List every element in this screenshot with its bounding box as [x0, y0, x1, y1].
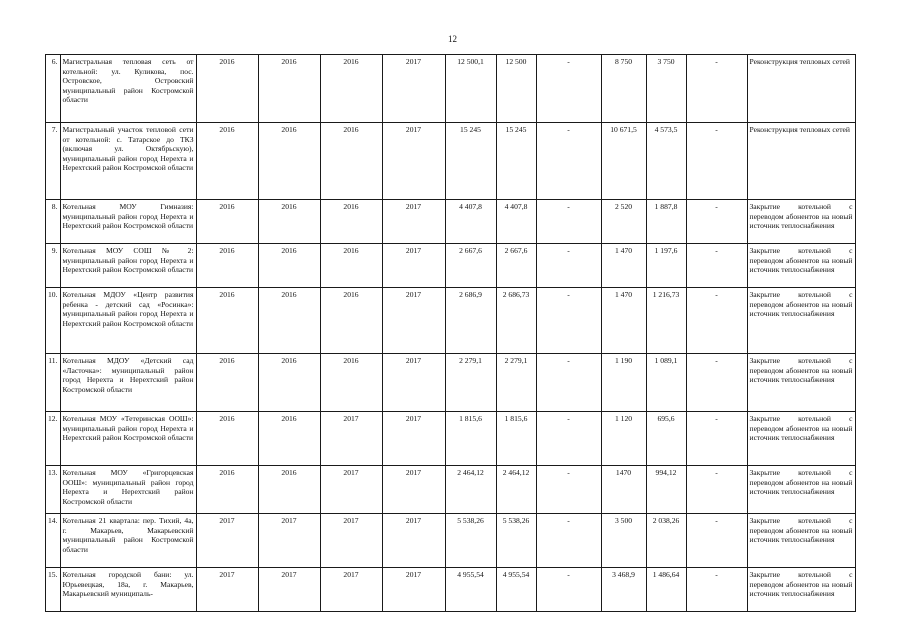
year-design: 2016	[258, 354, 320, 412]
extra-funds: -	[686, 55, 747, 123]
cost-other: -	[536, 55, 601, 123]
cost-amount: 5 538,26	[496, 514, 536, 568]
federal-funds: 3 500	[601, 514, 646, 568]
row-number: 7.	[46, 123, 61, 200]
year-start: 2017	[196, 514, 258, 568]
cost-amount: 1 815,6	[496, 412, 536, 466]
cost-other: -	[536, 568, 601, 612]
page-number: 12	[448, 34, 457, 44]
year-end: 2017	[382, 244, 445, 288]
regional-funds: 994,12	[646, 466, 686, 514]
row-number: 8.	[46, 200, 61, 244]
measure-note: Закрытие котельной с переводом абонентов на новый источник теплоснабжения	[747, 568, 855, 612]
cost-other: -	[536, 466, 601, 514]
measure-note: Закрытие котельной с переводом абонентов на новый источник теплоснабжения	[747, 412, 855, 466]
measure-note: Реконструкция тепловых сетей	[747, 55, 855, 123]
year-end: 2017	[382, 123, 445, 200]
year-start: 2016	[196, 412, 258, 466]
cost-other: -	[536, 123, 601, 200]
total-cost: 1 815,6	[445, 412, 496, 466]
year-end: 2017	[382, 55, 445, 123]
object-name: Котельная МДОУ «Центр развития ребенка - детский сад «Росинка»: муниципальный район город Нерехта и Нерехтский район Костромской области	[60, 288, 196, 354]
extra-funds: -	[686, 514, 747, 568]
year-build: 2017	[320, 514, 382, 568]
row-number: 9.	[46, 244, 61, 288]
extra-funds: -	[686, 200, 747, 244]
federal-funds: 2 520	[601, 200, 646, 244]
extra-funds: -	[686, 123, 747, 200]
federal-funds: 1 190	[601, 354, 646, 412]
investment-table	[45, 54, 856, 612]
measure-note: Закрытие котельной с переводом абонентов на новый источник теплоснабжения	[747, 288, 855, 354]
year-end: 2017	[382, 288, 445, 354]
table-row	[46, 244, 856, 288]
year-design: 2016	[258, 200, 320, 244]
cost-amount: 2 667,6	[496, 244, 536, 288]
year-build: 2017	[320, 412, 382, 466]
year-start: 2016	[196, 244, 258, 288]
row-number: 15.	[46, 568, 61, 612]
regional-funds: 695,6	[646, 412, 686, 466]
measure-note: Закрытие котельной с переводом абонентов на новый источник теплоснабжения	[747, 466, 855, 514]
year-design: 2017	[258, 568, 320, 612]
year-build: 2016	[320, 200, 382, 244]
extra-funds: -	[686, 288, 747, 354]
total-cost: 15 245	[445, 123, 496, 200]
year-build: 2016	[320, 55, 382, 123]
year-end: 2017	[382, 354, 445, 412]
regional-funds: 1 197,6	[646, 244, 686, 288]
object-name: Котельная МОУ СОШ № 2: муниципальный район город Нерехта и Нерехтский район Костромской области	[60, 244, 196, 288]
cost-other: -	[536, 354, 601, 412]
measure-note: Реконструкция тепловых сетей	[747, 123, 855, 200]
federal-funds: 1 470	[601, 288, 646, 354]
year-build: 2016	[320, 123, 382, 200]
table-row	[46, 123, 856, 200]
year-start: 2016	[196, 288, 258, 354]
object-name: Котельная 21 квартала: пер. Тихий, 4а, г. Макарьев, Макарьевский муниципальный район Костромской области	[60, 514, 196, 568]
regional-funds: 3 750	[646, 55, 686, 123]
cost-other: -	[536, 200, 601, 244]
table-row	[46, 568, 856, 612]
regional-funds: 4 573,5	[646, 123, 686, 200]
cost-other: -	[536, 514, 601, 568]
measure-note: Закрытие котельной с переводом абонентов на новый источник теплоснабжения	[747, 200, 855, 244]
year-end: 2017	[382, 568, 445, 612]
year-start: 2016	[196, 200, 258, 244]
object-name: Магистральный участок тепловой сети от котельной: с. Татарское до ТКЗ (включая ул. Октябрьскую), муниципальный район город Нерехта и Нерехтский район Костромской области	[60, 123, 196, 200]
year-end: 2017	[382, 466, 445, 514]
extra-funds: -	[686, 354, 747, 412]
year-design: 2017	[258, 514, 320, 568]
object-name: Котельная МОУ «Григорцевская ООШ»: муниципальный район город Нерехта и Нерехтский район Костромской области	[60, 466, 196, 514]
federal-funds: 1 120	[601, 412, 646, 466]
year-design: 2016	[258, 55, 320, 123]
total-cost: 4 955,54	[445, 568, 496, 612]
row-number: 13.	[46, 466, 61, 514]
total-cost: 2 686,9	[445, 288, 496, 354]
table-row	[46, 55, 856, 123]
table-row	[46, 514, 856, 568]
cost-other: -	[536, 288, 601, 354]
cost-amount: 2 464,12	[496, 466, 536, 514]
table-row	[46, 412, 856, 466]
row-number: 14.	[46, 514, 61, 568]
object-name: Котельная городской бани: ул. Юрьевецкая, 18а, г. Макарьев, Макарьевский муниципаль-	[60, 568, 196, 612]
row-number: 12.	[46, 412, 61, 466]
measure-note: Закрытие котельной с переводом абонентов на новый источник теплоснабжения	[747, 514, 855, 568]
regional-funds: 1 089,1	[646, 354, 686, 412]
cost-amount: 2 686,73	[496, 288, 536, 354]
year-build: 2017	[320, 466, 382, 514]
measure-note: Закрытие котельной с переводом абонентов на новый источник теплоснабжения	[747, 354, 855, 412]
cost-other: -	[536, 412, 601, 466]
total-cost: 2 279,1	[445, 354, 496, 412]
cost-amount: 15 245	[496, 123, 536, 200]
regional-funds: 1 887,8	[646, 200, 686, 244]
year-design: 2016	[258, 244, 320, 288]
cost-other: -	[536, 244, 601, 288]
row-number: 11.	[46, 354, 61, 412]
federal-funds: 1470	[601, 466, 646, 514]
cost-amount: 4 407,8	[496, 200, 536, 244]
extra-funds: -	[686, 466, 747, 514]
total-cost: 5 538,26	[445, 514, 496, 568]
total-cost: 12 500,1	[445, 55, 496, 123]
year-build: 2016	[320, 354, 382, 412]
object-name: Котельная МОУ «Тетеринская ООШ»: муниципальный район город Нерехта и Нерехтский район Костромской области	[60, 412, 196, 466]
object-name: Котельная МОУ Гимназия: муниципальный район город Нерехта и Нерехтский район Костромской области	[60, 200, 196, 244]
total-cost: 2 464,12	[445, 466, 496, 514]
year-design: 2016	[258, 123, 320, 200]
year-end: 2017	[382, 200, 445, 244]
year-end: 2017	[382, 514, 445, 568]
row-number: 6.	[46, 55, 61, 123]
cost-amount: 2 279,1	[496, 354, 536, 412]
year-start: 2016	[196, 466, 258, 514]
year-start: 2016	[196, 123, 258, 200]
federal-funds: 1 470	[601, 244, 646, 288]
federal-funds: 8 750	[601, 55, 646, 123]
row-number: 10.	[46, 288, 61, 354]
total-cost: 4 407,8	[445, 200, 496, 244]
year-design: 2016	[258, 288, 320, 354]
table-row	[46, 466, 856, 514]
regional-funds: 1 216,73	[646, 288, 686, 354]
table-row	[46, 288, 856, 354]
federal-funds: 10 671,5	[601, 123, 646, 200]
total-cost: 2 667,6	[445, 244, 496, 288]
regional-funds: 2 038,26	[646, 514, 686, 568]
year-start: 2016	[196, 55, 258, 123]
extra-funds: -	[686, 244, 747, 288]
regional-funds: 1 486,64	[646, 568, 686, 612]
object-name: Котельная МДОУ «Детский сад «Ласточка»: муниципальный район город Нерехта и Нерехтский район Костромской области	[60, 354, 196, 412]
year-design: 2016	[258, 466, 320, 514]
year-start: 2017	[196, 568, 258, 612]
measure-note: Закрытие котельной с переводом абонентов на новый источник теплоснабжения	[747, 244, 855, 288]
table-row	[46, 200, 856, 244]
year-start: 2016	[196, 354, 258, 412]
extra-funds: -	[686, 568, 747, 612]
cost-amount: 12 500	[496, 55, 536, 123]
extra-funds: -	[686, 412, 747, 466]
year-end: 2017	[382, 412, 445, 466]
table-row	[46, 354, 856, 412]
object-name: Магистральная тепловая сеть от котельной: ул. Куликова, пос. Островское, Островский муниципальный район Костромской области	[60, 55, 196, 123]
year-build: 2016	[320, 288, 382, 354]
year-build: 2016	[320, 244, 382, 288]
federal-funds: 3 468,9	[601, 568, 646, 612]
year-build: 2017	[320, 568, 382, 612]
cost-amount: 4 955,54	[496, 568, 536, 612]
year-design: 2016	[258, 412, 320, 466]
